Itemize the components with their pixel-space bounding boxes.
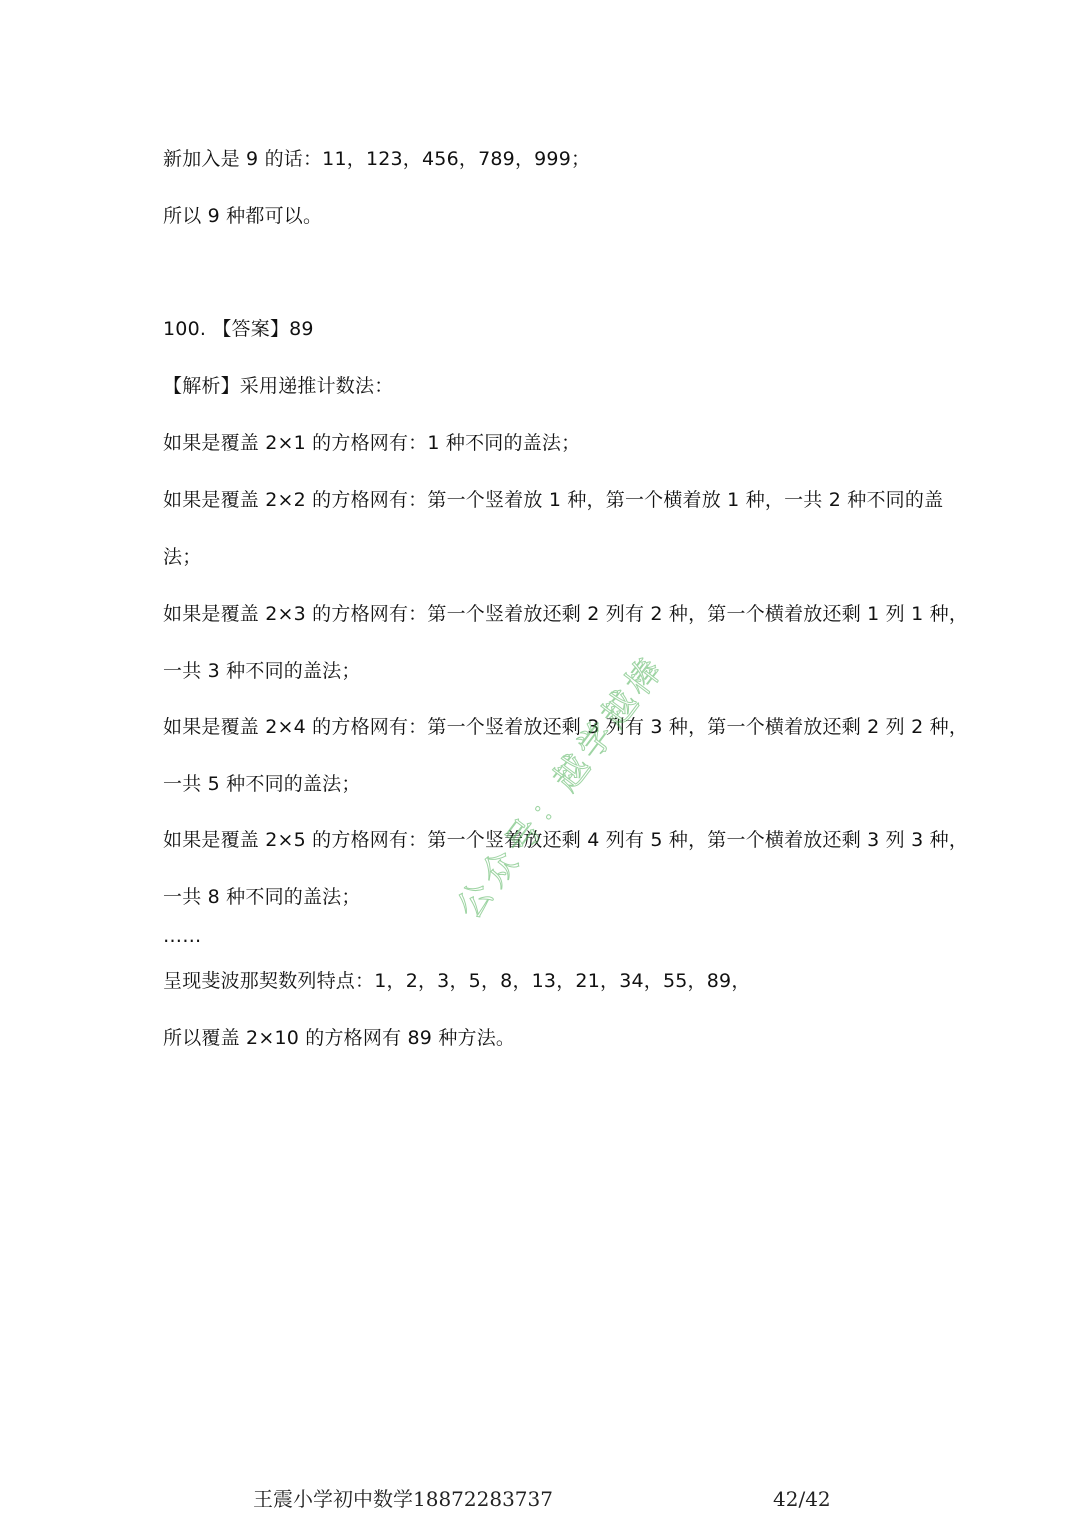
page-number: 42/42 <box>773 1487 831 1511</box>
text-line-new-nine: 新加入是 9 的话：11，123，456，789，999； <box>163 148 591 170</box>
footer-author: 王震小学初中数学18872283737 <box>253 1487 553 1511</box>
analysis-heading: 【解析】采用递推计数法： <box>163 375 394 397</box>
text-line-2x4-cont: 一共 5 种不同的盖法； <box>163 773 361 795</box>
text-line-fibonacci: 呈现斐波那契数列特点：1，2，3，5，8，13，21，34，55，89， <box>163 970 751 992</box>
text-line-2x4: 如果是覆盖 2×4 的方格网有：第一个竖着放还剩 3 列有 3 种，第一个横着放还剩 2 列 2 种， <box>163 716 969 738</box>
text-line-2x5-cont: 一共 8 种不同的盖法； <box>163 886 361 908</box>
text-line-2x3: 如果是覆盖 2×3 的方格网有：第一个竖着放还剩 2 列有 2 种，第一个横着放还剩 1 列 1 种， <box>163 603 969 625</box>
text-line-2x1: 如果是覆盖 2×1 的方格网有：1 种不同的盖法； <box>163 432 581 454</box>
text-line-2x5: 如果是覆盖 2×5 的方格网有：第一个竖着放还剩 4 列有 5 种，第一个横着放还剩 3 列 3 种， <box>163 829 969 851</box>
text-line-2x2-cont: 法； <box>163 546 202 568</box>
text-line-2x3-cont: 一共 3 种不同的盖法； <box>163 660 361 682</box>
watermark: 公众号：越学越棒 <box>449 646 675 927</box>
text-line-final-answer: 所以覆盖 2×10 的方格网有 89 种方法。 <box>163 1027 516 1049</box>
ellipsis: …… <box>163 925 202 947</box>
text-line-conclusion-nine: 所以 9 种都可以。 <box>163 205 323 227</box>
text-line-2x2: 如果是覆盖 2×2 的方格网有：第一个竖着放 1 种，第一个横着放 1 种，一共 2 种不同的盖 <box>163 489 944 511</box>
answer-heading: 100. 【答案】89 <box>163 318 314 340</box>
